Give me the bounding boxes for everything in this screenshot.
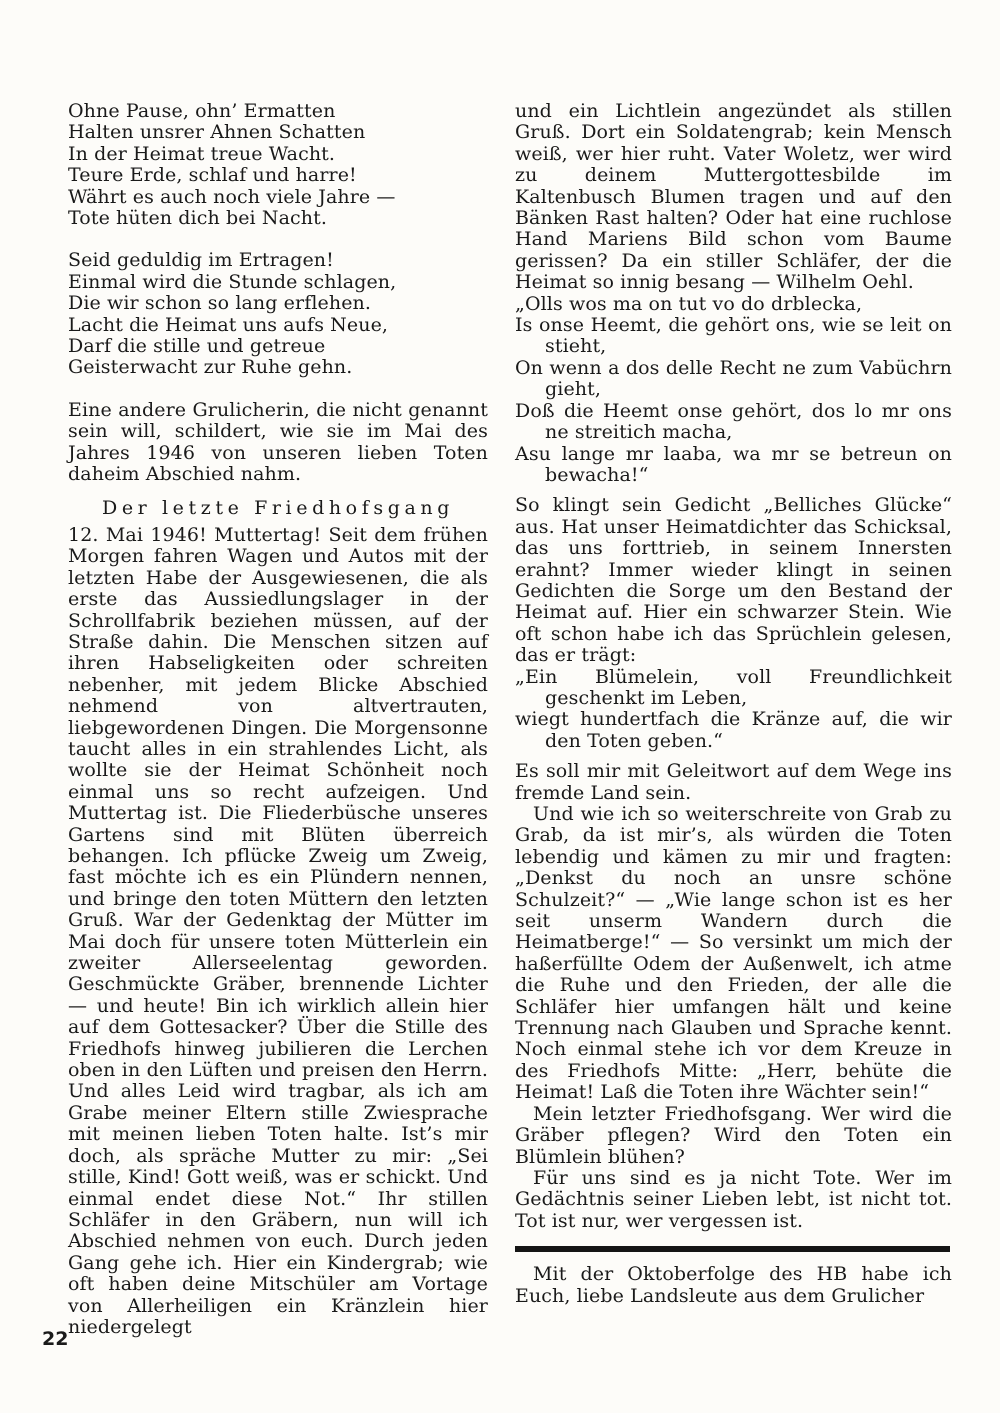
continuation-paragraph: und ein Lichtlein angezündet als stillen Gruß. Dort ein Soldatengrab; kein Mensch weiß, wer hier ruht. Vater Woletz, wer wird zu deinem Muttergottesbilde im Kaltenbusch Blumen tragen und auf den Bänken Rast halten? Oder hat eine ruchlose Hand Mariens Bild schon vom Baume gerissen? Da ein stiller Schläfer, der die Heimat so innig besang — Wilhelm Oehl. (515, 100, 952, 294)
dialect-poem-line: Is onse Heemt, die gehört ons, wie se leit on stieht, (515, 314, 952, 358)
poem-line: Seid geduldig im Ertragen! (68, 249, 334, 272)
poem-line: Geisterwacht zur Ruhe gehn. (68, 356, 353, 379)
right-column (515, 101, 952, 1307)
next-article-paragraph: Mit der Oktoberfolge des HB habe ich Euch, liebe Landsleute aus dem Grulicher (515, 1263, 952, 1307)
poem-stanza-1 (68, 101, 488, 229)
dialect-poem-line: Asu lange mr laaba, wa mr se betreun on bewacha!“ (515, 442, 952, 486)
poem-line: Darf die stille und getreue (68, 335, 326, 358)
poem-line: Einmal wird die Stunde schlagen, (68, 270, 397, 293)
dialect-poem-line: „Olls wos ma on tut vo do drblecka, (515, 292, 863, 315)
poem-line: Ohne Pause, ohn’ Ermatten (68, 100, 336, 122)
section-heading: Der letzte Friedhofsgang (102, 496, 454, 519)
inscription-line: wiegt hundertfach die Kränze auf, die wir den Toten geben.“ (515, 708, 952, 752)
poem-line: In der Heimat treue Wacht. (68, 142, 336, 165)
dialect-poem-line: Doß die Heemt onse gehört, dos lo mr ons ne streitich macha, (515, 399, 952, 444)
tot-paragraph: Für uns sind es ja nicht Tote. Wer im Gedächtnis seiner Lieben lebt, ist nicht tot. Tot ist nur, wer vergessen ist. (515, 1166, 952, 1232)
geleitwort-paragraph: Es soll mir mit Geleitwort auf dem Wege ins fremde Land sein. (515, 760, 952, 804)
inscription-verse (515, 667, 952, 753)
intro-paragraph: Eine andere Grulicherin, die nicht genannt sein will, schildert, wie sie im Mai des Jahres 1946 von unseren lieben Toten daheim Abschied nahm. (68, 398, 488, 486)
main-paragraph: 12. Mai 1946! Muttertag! Seit dem frühen Morgen fahren Wagen und Autos mit der letzten Habe der Ausgewiesenen, die als erste das Aussiedlungslager in der Schrollfabrik beziehen müssen, auf der Straße dahin. Die Menschen sitzen auf ihren Habseligkeiten oder schreiten nebenher, mit jedem Blicke Abschied nehmend von altvertrauten, liebgewordenen Dingen. Die Morgensonne taucht alles in ein strahlendes Licht, als wollte sie der Heimat Schönheit noch einmal uns so recht aufzeigen. Und Muttertag ist. Die Fliederbüsche unseres Gartens sind mit Blüten überreich behangen. Ich pflücke Zweig um Zweig, fast möchte ich es ein Plündern nennen, und bringe den toten Müttern den letzten Gruß. War der Gedenktag der Mütter im Mai doch für unsere toten Mütterlein ein zweiter Allerseelentag geworden. Geschmückte Gräber, brennende Lichter — und heute! Bin ich wirklich allein hier auf dem Gottesacker? Über die Stille des Friedhofs hinweg jubilieren die Lerchen oben in den Lüften und preisen den Herrn. Und alles Leid wird tragbar, als ich am Grabe meiner Eltern stille Zwiesprache mit meinen lieben Toten halte. Ist’s mir doch, als spräche Mutter zu mir: „Sei stille, Kind! Gott weiß, was er schickt. Und einmal endet diese Not.“ Ihr stillen Schläfer in den Gräbern, nun will ich Abschied nehmen von euch. Durch jeden Gang gehe ich. Hier ein Kindergrab; wie oft haben deine Mitschüler am Vortage von Allerheiligen ein Kränzlein hier niedergelegt (68, 523, 488, 1338)
dialect-poem (515, 294, 952, 487)
inscription-line: „Ein Blümelein, voll Freundlichkeit geschenkt im Leben, (515, 665, 952, 709)
poem-line: Lacht die Heimat uns aufs Neue, (68, 313, 389, 336)
page-number: 22 (42, 1328, 69, 1350)
poem-line: Tote hüten dich bei Nacht. (68, 207, 327, 230)
poem-line: Währt es auch noch viele Jahre — (68, 185, 396, 208)
dialect-poem-line: On wenn a dos delle Recht ne zum Vabüchrn gieht, (515, 356, 952, 401)
poem-comment-paragraph: So klingt sein Gedicht „Belliches Glücke“ aus. Hat unser Heimatdichter das Schicksal, das uns forttrieb, in seinem Innersten erahnt? Immer wieder klingt in seinen Gedichten die Sorge um den Bestand der Heimat auf. Hier ein schwarzer Stein. Wie oft schon habe ich das Sprüchlein gelesen, das er trägt: (515, 494, 952, 667)
letzter-paragraph: Mein letzter Friedhofsgang. Wer wird die Gräber pflegen? Wird den Toten ein Blümlein blühen? (515, 1102, 952, 1168)
section-divider (515, 1246, 950, 1252)
poem-line: Halten unsrer Ahnen Schatten (68, 121, 366, 144)
poem-stanza-2 (68, 250, 488, 378)
grab-paragraph: Und wie ich so weiterschreite von Grab zu Grab, da ist mir’s, als würden die Toten lebendig und kämen zu mir und fragten: „Denkst du noch an unsre schöne Schulzeit?“ — „Wie lange schon ist es her seit unserm Wandern durch die Heimatberge!“ — So versinkt um mich der haßerfüllte Odem der Außenwelt, ich atme die Ruhe und den Frieden, der alle die Schläfer hier umfangen hält und keine Trennung nach Glauben und Sprache kennt. Noch einmal stehe ich vor dem Kreuze in des Friedhofs Mitte: „Herr, behüte die Heimat! Laß die Toten ihre Wächter sein!“ (515, 803, 952, 1104)
left-column (68, 101, 488, 1338)
poem-line: Teure Erde, schlaf und harre! (68, 164, 357, 187)
poem-line: Die wir schon so lang erflehen. (68, 292, 372, 315)
